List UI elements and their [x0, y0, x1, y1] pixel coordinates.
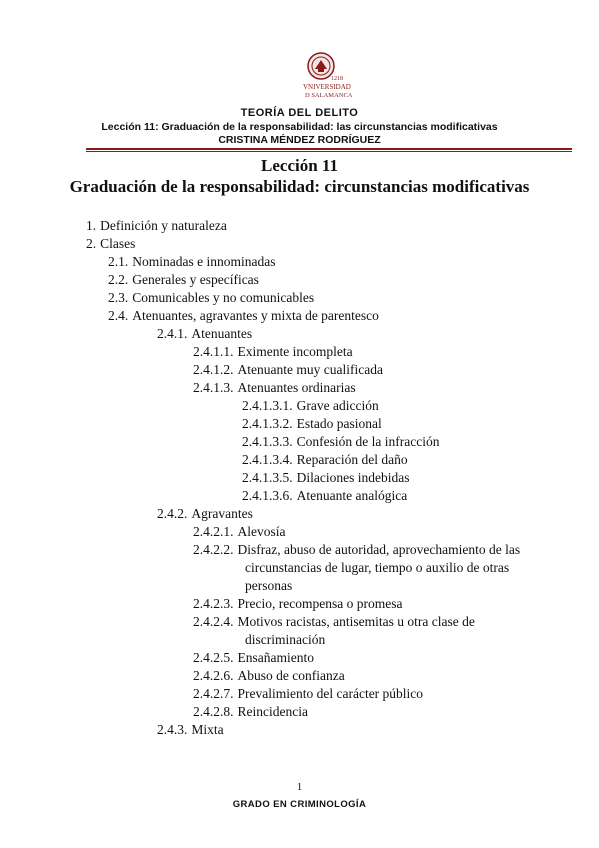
outline-item: [108, 289, 314, 307]
outline-item-number: 2.4.2.3.: [193, 596, 234, 611]
course-title: TEORÍA DEL DELITO: [240, 107, 359, 119]
page-number: 1: [296, 781, 303, 793]
outline-item-continuation: discriminación: [245, 632, 326, 647]
outline-item-number: 2.4.1.2.: [193, 362, 234, 377]
outline-item-text: Mixta: [191, 722, 224, 737]
outline-item-number: 2.3.: [108, 290, 129, 305]
outline-item: [193, 379, 356, 397]
outline-item: [242, 487, 407, 505]
outline-item-number: 2.4.1.3.: [193, 380, 234, 395]
logo-year: 1218: [331, 76, 343, 82]
outline-item: [242, 451, 408, 469]
author-name: CRISTINA MÉNDEZ RODRÍGUEZ: [218, 134, 381, 146]
outline-item-number: 2.4.1.3.3.: [242, 434, 293, 449]
outline-item-continuation: personas: [245, 578, 293, 593]
outline-item-text: Precio, recompensa o promesa: [237, 596, 403, 611]
outline-item: [157, 505, 253, 523]
outline-item-text: Agravantes: [191, 506, 253, 521]
outline-item-text: Reincidencia: [237, 704, 308, 719]
outline-item: [242, 433, 439, 451]
outline-item: [193, 343, 353, 361]
outline-item-number: 2.4.: [108, 308, 129, 323]
outline-item: [242, 397, 379, 415]
outline-item-number: 2.2.: [108, 272, 129, 287]
outline-item-text: Dilaciones indebidas: [296, 470, 410, 485]
outline-item: [193, 541, 520, 559]
outline-item-number: 2.4.1.1.: [193, 344, 234, 359]
outline-item-text: Grave adicción: [296, 398, 379, 413]
outline-item-number: 2.4.2.4.: [193, 614, 234, 629]
outline-item: [157, 721, 224, 739]
outline-item-text: Atenuantes: [191, 326, 253, 341]
outline-item: [193, 649, 314, 667]
outline-item-number: 2.4.1.3.2.: [242, 416, 293, 431]
outline-item-text: Abuso de confianza: [237, 668, 345, 683]
outline-item: [108, 253, 275, 271]
outline-item-number: 2.4.2.: [157, 506, 188, 521]
outline-item-continuation: circunstancias de lugar, tiempo o auxilio de otras: [245, 560, 510, 575]
outline-item-number: 2.4.2.2.: [193, 542, 234, 557]
outline-item-number: 2.4.2.6.: [193, 668, 234, 683]
outline-item: [193, 361, 383, 379]
outline-item-number: 2.: [86, 236, 97, 251]
outline-item-text: Atenuantes, agravantes y mixta de parentesco: [132, 308, 379, 323]
outline-item-text: Comunicables y no comunicables: [132, 290, 315, 305]
outline-item-text: Generales y específicas: [132, 272, 259, 287]
outline-item-text: Atenuante analógica: [296, 488, 408, 503]
outline-item: [193, 685, 423, 703]
outline-item: [193, 667, 345, 685]
logo-text-line2: D SALAMANCA: [305, 92, 353, 99]
outline-item-number: 1.: [86, 218, 97, 233]
outline-item-text: Atenuantes ordinarias: [237, 380, 356, 395]
logo-text-line1: VNIVERSIDAD: [303, 83, 351, 91]
outline-item-number: 2.4.1.3.6.: [242, 488, 293, 503]
outline-item-text: Atenuante muy cualificada: [237, 362, 383, 377]
outline-item-text: Definición y naturaleza: [100, 218, 227, 233]
outline-item-text: Eximente incompleta: [237, 344, 353, 359]
outline-item: [86, 217, 227, 235]
outline-item-text: Motivos racistas, antisemitas u otra clase de: [237, 614, 475, 629]
outline-item-text: Nominadas e innominadas: [132, 254, 276, 269]
outline-item: [193, 703, 308, 721]
outline-item-text: Clases: [100, 236, 136, 251]
outline-item: [193, 595, 402, 613]
outline-item-number: 2.4.3.: [157, 722, 188, 737]
outline-item-text: Estado pasional: [296, 416, 382, 431]
outline-item: [242, 415, 382, 433]
outline-item-text: Prevalimiento del carácter público: [237, 686, 424, 701]
lesson-subtitle: Lección 11: Graduación de la responsabilidad: las circunstancias modificativas: [101, 121, 498, 133]
footer-text: GRADO EN CRIMINOLOGÍA: [232, 799, 367, 810]
lesson-heading: Graduación de la responsabilidad: circunstancias modificativas: [69, 177, 530, 196]
outline-item: [157, 325, 252, 343]
outline-item: [86, 235, 135, 253]
outline-item-text: Ensañamiento: [237, 650, 314, 665]
outline-item-text: Confesión de la infracción: [296, 434, 440, 449]
outline-item: [108, 307, 379, 325]
outline-item-number: 2.4.2.8.: [193, 704, 234, 719]
outline-item: [242, 469, 409, 487]
outline-item-number: 2.4.1.3.1.: [242, 398, 293, 413]
outline-item-number: 2.4.1.3.5.: [242, 470, 293, 485]
outline-item-text: Reparación del daño: [296, 452, 408, 467]
outline-item-number: 2.1.: [108, 254, 129, 269]
outline-item-number: 2.4.1.3.4.: [242, 452, 293, 467]
outline-item-number: 2.4.2.5.: [193, 650, 234, 665]
outline-item: [193, 613, 475, 631]
outline-item: [108, 271, 259, 289]
lesson-title: Lección 11: [261, 156, 338, 175]
outline-item-number: 2.4.2.1.: [193, 524, 234, 539]
outline-item: [193, 523, 286, 541]
outline-item-number: 2.4.2.7.: [193, 686, 234, 701]
outline-item-text: Alevosía: [237, 524, 286, 539]
outline-item-number: 2.4.1.: [157, 326, 188, 341]
outline-item-text: Disfraz, abuso de autoridad, aprovechamiento de las: [237, 542, 521, 557]
